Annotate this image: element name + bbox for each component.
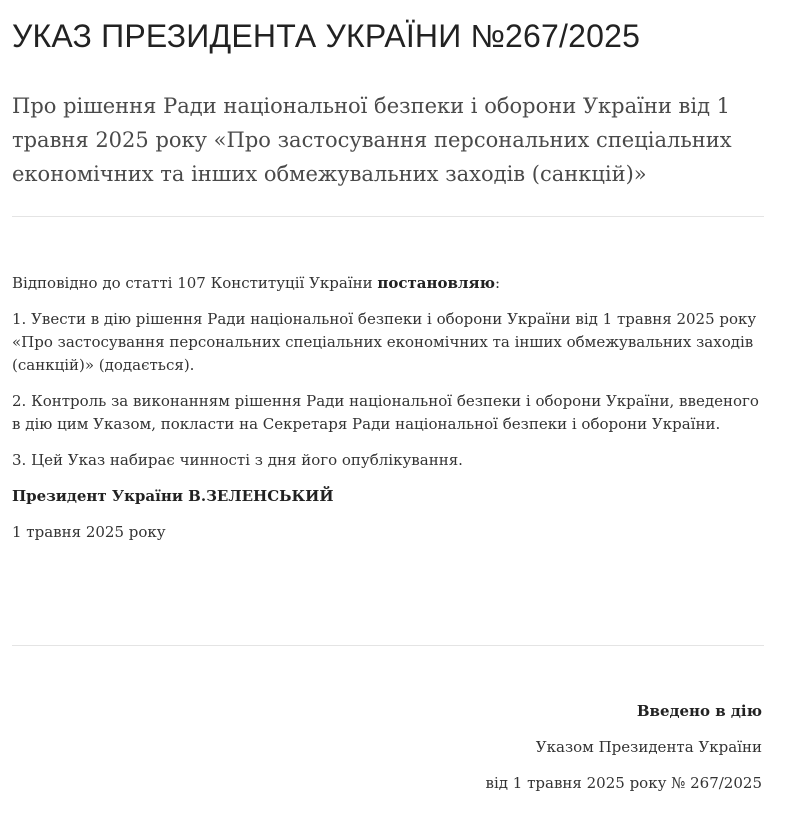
preamble	[12, 272, 764, 295]
decree-item-3: 3. Цей Указ набирає чинності з дня його опублікування.	[12, 451, 463, 469]
preamble-end: :	[494, 274, 501, 292]
top-divider	[12, 216, 764, 217]
page-title: УКАЗ ПРЕЗИДЕНТА УКРАЇНИ №267/2025	[12, 18, 641, 54]
enactment-note	[12, 700, 762, 808]
preamble-keyword: постановляю	[377, 274, 495, 292]
decree-reference: від 1 травня 2025 року № 267/2025	[485, 774, 762, 792]
bottom-divider	[12, 645, 764, 646]
decree-subtitle: Про рішення Ради національної безпеки і оборони України від 1 травня 2025 року «Про застосування персональних спеціальних економічних та інших обмежувальних заходів (санкцій)»	[12, 94, 732, 186]
entered-label: Введено в дію	[636, 702, 762, 720]
decree-date: 1 травня 2025 року	[12, 523, 166, 541]
preamble-text: Відповідно до статті 107 Конституції України	[12, 274, 378, 292]
signature: Президент України В.ЗЕЛЕНСЬКИЙ	[12, 487, 334, 505]
by-decree-label: Указом Президента України	[535, 738, 762, 756]
decree-item-2: 2. Контроль за виконанням рішення Ради національної безпеки і оборони України, введеного в дію цим Указом, покласти на Секретаря Ради національної безпеки і оборони України.	[12, 392, 759, 433]
decree-item-1: 1. Увести в дію рішення Ради національної безпеки і оборони України від 1 травня 2025 року «Про застосування персональних спеціальних економічних та інших обмежувальних заходів (санкцій)» (додається).	[12, 310, 757, 374]
decree-body	[12, 272, 764, 557]
